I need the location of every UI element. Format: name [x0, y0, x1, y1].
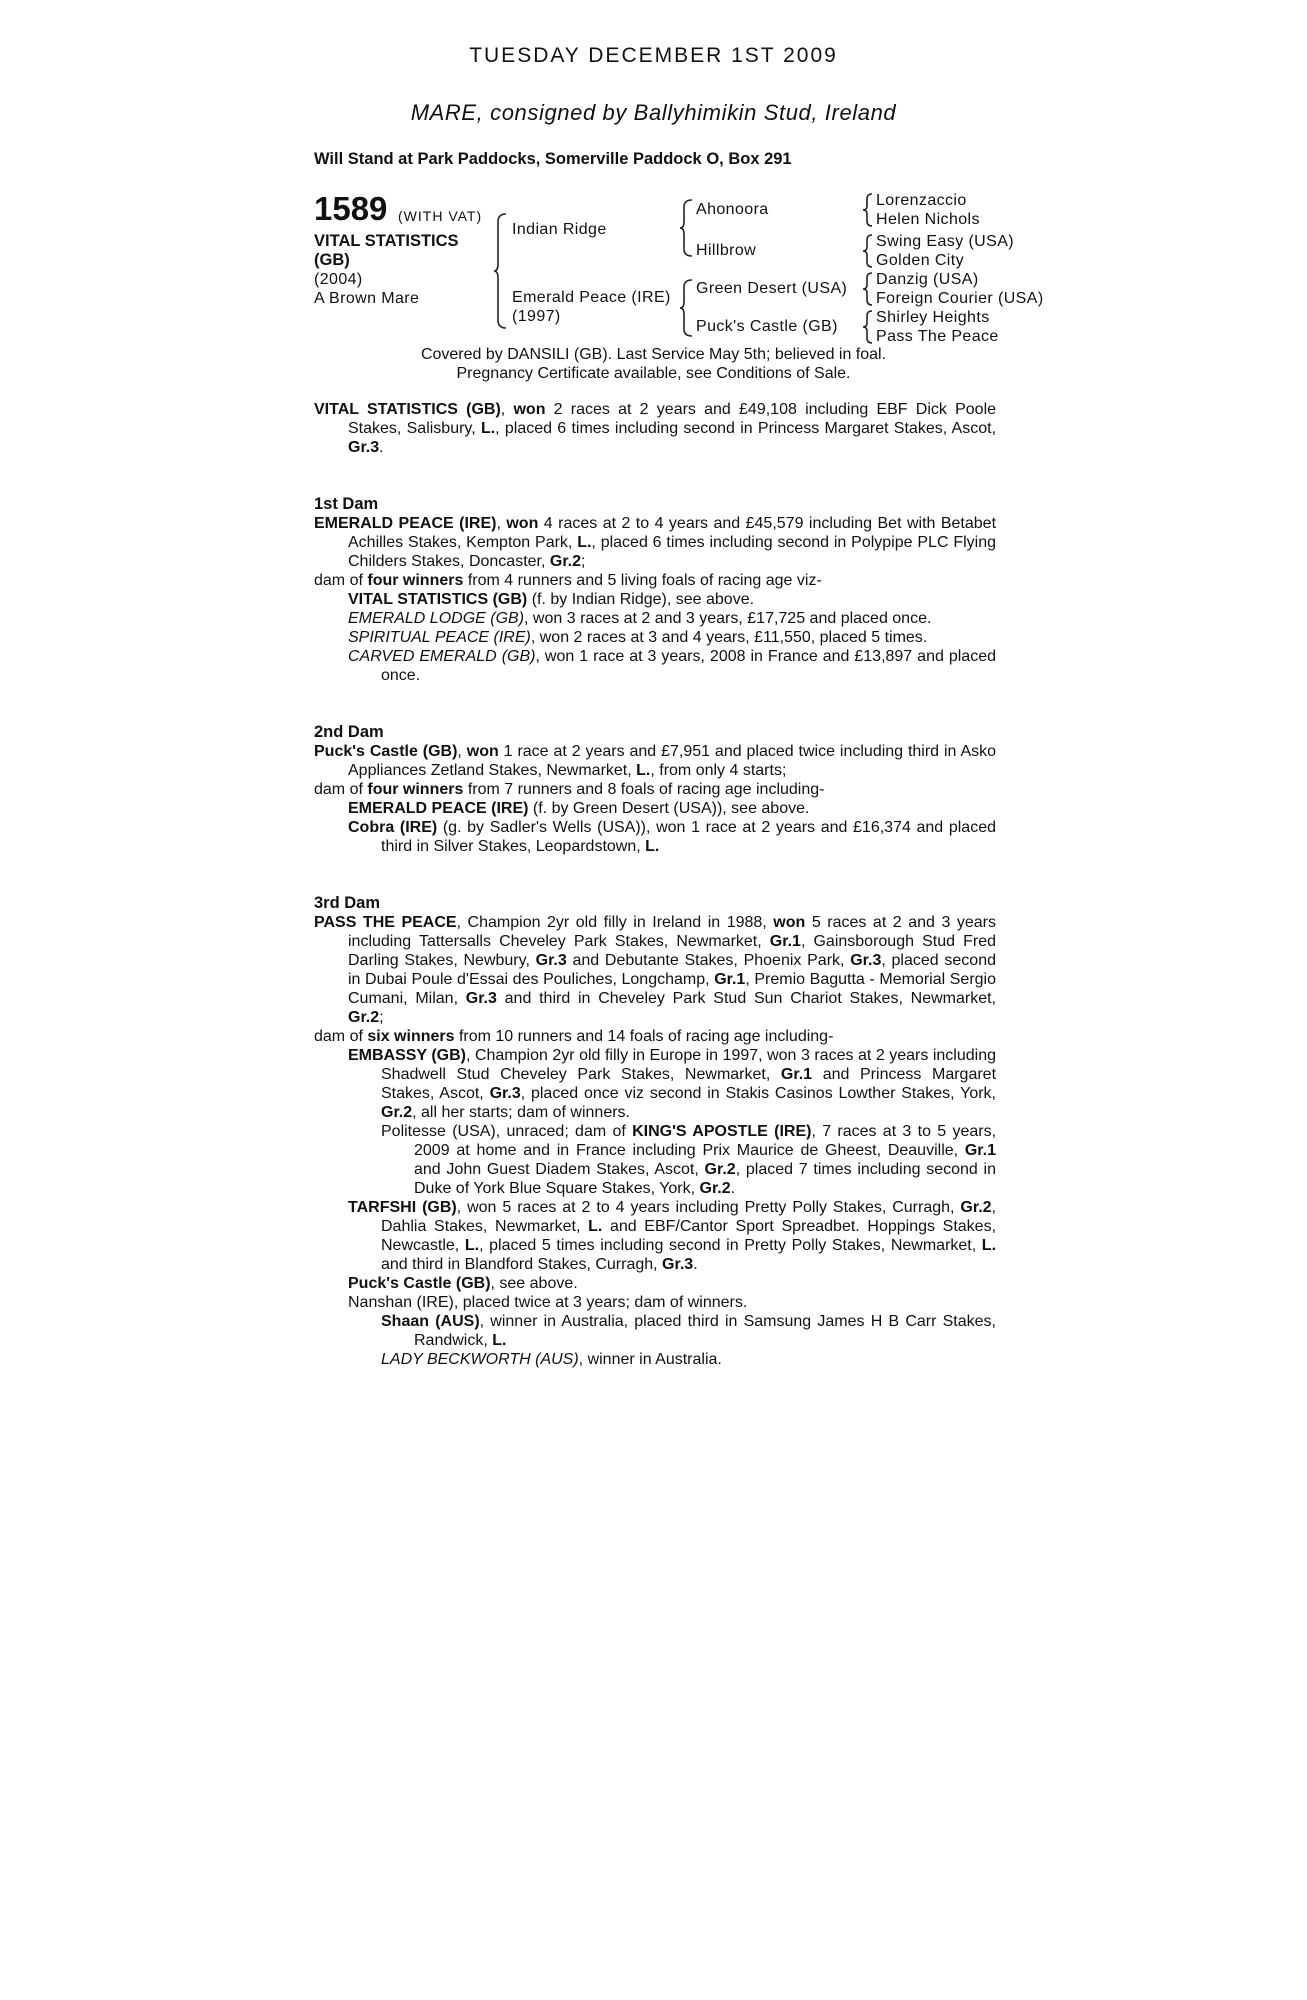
horse-origin: (GB)	[314, 251, 350, 269]
produce-item: Puck's Castle (GB), see above.	[348, 1275, 578, 1292]
pedigree-dam-sire: Green Desert (USA)	[696, 280, 848, 297]
second-dam-produce-summary: dam of four winners from 7 runners and 8 foals of racing age including-	[314, 781, 825, 798]
produce-item: Nanshan (IRE), placed twice at 3 years; dam of winners.	[348, 1294, 748, 1311]
covered-note	[0, 345, 1307, 383]
consignment-line: MARE, consigned by Ballyhimikin Stud, Ireland	[410, 100, 897, 125]
pedigree-sire-brace	[680, 198, 694, 258]
produce-item: CARVED EMERALD (GB), won 1 race at 3 years, 2008 in France and £13,897 and placed once.	[348, 648, 997, 684]
produce-item: Shaan (AUS), winner in Australia, placed third in Samsung James H B Carr Stakes, Randwick, L.	[381, 1313, 996, 1349]
pedigree-sd-sire: Swing Easy (USA)	[876, 233, 1014, 250]
pedigree-ds-dam: Foreign Courier (USA)	[876, 290, 1044, 307]
stand-location: Will Stand at Park Paddocks, Somerville Paddock O, Box 291	[314, 150, 792, 168]
vat-note: (WITH VAT)	[398, 208, 483, 224]
second-dam-heading: 2nd Dam	[314, 723, 384, 741]
produce-item: Politesse (USA), unraced; dam of KING'S APOSTLE (IRE), 7 races at 3 to 5 years, 2009 at home and in France including Prix Maurice de Gheest, Deauville, Gr.1 and John Guest Diadem Stakes, Ascot, Gr.2, placed 7 times including second in Duke of York Blue Square Stakes, York, Gr.2.	[381, 1123, 997, 1197]
horse-description: A Brown Mare	[314, 290, 420, 307]
pedigree-dd-dam: Pass The Peace	[876, 328, 999, 345]
pedigree-dd-sire: Shirley Heights	[876, 309, 990, 326]
produce-item: SPIRITUAL PEACE (IRE), won 2 races at 3 and 4 years, £11,550, placed 5 times.	[348, 629, 928, 646]
produce-item: EMBASSY (GB), Champion 2yr old filly in Europe in 1997, won 3 races at 2 years including Shadwell Stud Cheveley Park Stakes, Newmarket, Gr.1 and Princess Margaret Stakes, Ascot, Gr.3, placed once viz second in Stakis Casinos Lowther Stakes, York, Gr.2, all her starts; dam of winners.	[348, 1047, 997, 1121]
pedigree-sd-dam: Golden City	[876, 252, 964, 269]
first-dam-record: EMERALD PEACE (IRE), won 4 races at 2 to 4 years and £45,579 including Bet with Betabet Achilles Stakes, Kempton Park, L., placed 6 times including second in Polypipe PLC Flying Childers Stakes, Doncaster, Gr.2;	[314, 515, 997, 570]
first-dam-produce-summary: dam of four winners from 4 runners and 5 living foals of racing age viz-	[314, 572, 822, 589]
pedigree-sire-dam: Hillbrow	[696, 242, 757, 259]
third-dam-heading: 3rd Dam	[314, 894, 381, 912]
third-dam-record: PASS THE PEACE, Champion 2yr old filly in Ireland in 1988, won 5 races at 2 and 3 years including Tattersalls Cheveley Park Stakes, Newmarket, Gr.1, Gainsborough Stud Fred Darling Stakes, Newbury, Gr.3 and Debutante Stakes, Phoenix Park, Gr.3, placed second in Dubai Poule d'Essai des Pouliches, Longchamp, Gr.1, Premio Bagutta - Memorial Sergio Cumani, Milan, Gr.3 and third in Cheveley Park Stud Sun Chariot Stakes, Newmarket, Gr.2;	[314, 914, 997, 1026]
produce-item: LADY BECKWORTH (AUS), winner in Australia.	[381, 1351, 722, 1368]
sale-date: TUESDAY DECEMBER 1ST 2009	[469, 44, 838, 67]
pedigree-sire-sire: Ahonoora	[696, 201, 769, 218]
pedigree-main-brace	[494, 212, 508, 330]
third-dam-produce-summary: dam of six winners from 10 runners and 14 foals of racing age including-	[314, 1028, 834, 1045]
covered-line: Covered by DANSILI (GB). Last Service May 5th; believed in foal.	[420, 346, 887, 363]
first-dam-heading: 1st Dam	[314, 495, 379, 513]
pedigree-brace-g3-3	[862, 271, 874, 307]
horse-year: (2004)	[314, 271, 363, 288]
produce-item: EMERALD LODGE (GB), won 3 races at 2 and 3 years, £17,725 and placed once.	[348, 610, 932, 627]
pedigree-dam-year: (1997)	[512, 308, 561, 325]
pedigree-sire: Indian Ridge	[512, 221, 607, 238]
pedigree-dam: Emerald Peace (IRE)	[512, 289, 671, 306]
second-dam-record: Puck's Castle (GB), won 1 race at 2 years and £7,951 and placed twice including third in Asko Appliances Zetland Stakes, Newmarket, L., from only 4 starts;	[314, 743, 997, 779]
pedigree-brace-g3-4	[862, 309, 874, 345]
produce-item: EMERALD PEACE (IRE) (f. by Green Desert (USA)), see above.	[348, 800, 810, 817]
horse-record: VITAL STATISTICS (GB), won 2 races at 2 years and £49,108 including EBF Dick Poole Stakes, Salisbury, L., placed 6 times including second in Princess Margaret Stakes, Ascot, Gr.3.	[314, 401, 997, 456]
pedigree-ss-sire: Lorenzaccio	[876, 192, 967, 209]
produce-item: VITAL STATISTICS (GB) (f. by Indian Ridge), see above.	[348, 591, 755, 608]
produce-item: TARFSHI (GB), won 5 races at 2 to 4 years including Pretty Polly Stakes, Curragh, Gr.2, Dahlia Stakes, Newmarket, L. and EBF/Cantor Sport Spreadbet. Hoppings Stakes, Newcastle, L., placed 5 times including second in Pretty Polly Stakes, Newmarket, L. and third in Blandford Stakes, Curragh, Gr.3.	[348, 1199, 997, 1273]
pedigree-dam-brace	[680, 278, 694, 338]
lot-number: 1589	[314, 190, 388, 227]
pedigree-dam-dam: Puck's Castle (GB)	[696, 318, 838, 335]
pregnancy-line: Pregnancy Certificate available, see Conditions of Sale.	[456, 365, 851, 382]
pedigree-ss-dam: Helen Nichols	[876, 211, 980, 228]
pedigree-ds-sire: Danzig (USA)	[876, 271, 979, 288]
horse-name: VITAL STATISTICS	[314, 232, 459, 250]
pedigree-brace-g3-1	[862, 192, 874, 228]
produce-item: Cobra (IRE) (g. by Sadler's Wells (USA)), won 1 race at 2 years and £16,374 and placed third in Silver Stakes, Leopardstown, L.	[348, 819, 996, 855]
catalogue-body	[314, 400, 996, 1369]
pedigree-brace-g3-2	[862, 233, 874, 269]
